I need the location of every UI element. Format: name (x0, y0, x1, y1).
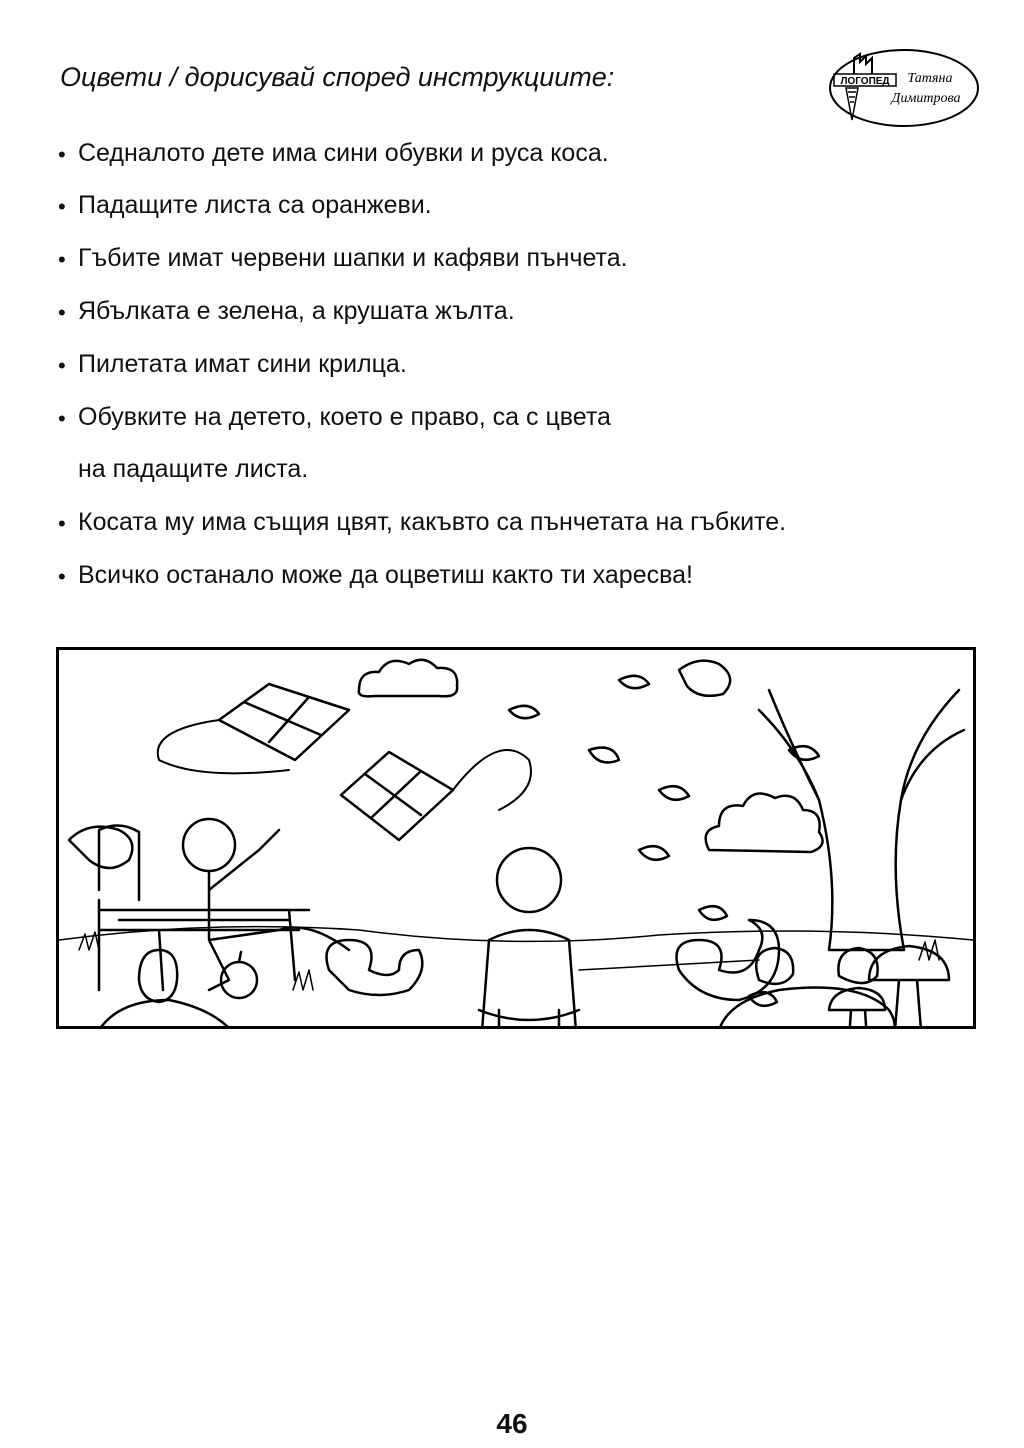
instruction-item (58, 562, 786, 588)
park-scene-illustration (59, 650, 973, 1026)
instruction-text: Седналото дете има сини обувки и руса коса. (78, 139, 609, 167)
bench (99, 900, 309, 990)
instruction-text: Обувките на детето, което е право, са с цвета (78, 403, 611, 431)
instruction-text: Всичко останало може да оцветиш както ти харесва! (78, 561, 693, 589)
cloud-right (706, 794, 823, 853)
page-number: 46 (496, 1408, 528, 1439)
kite-string (579, 960, 759, 970)
cloud-top (359, 660, 457, 697)
logo-graphic (826, 44, 982, 130)
instruction-text: Ябълката е зелена, а крушата жълта. (78, 297, 515, 325)
instruction-text: Гъбите имат червени шапки и кафяви пънчета. (78, 244, 628, 272)
falling-leaf (509, 706, 539, 718)
instruction-item (58, 404, 786, 482)
falling-leaf (699, 906, 727, 920)
grass-tuft (293, 970, 313, 990)
standing-child-body (479, 930, 579, 1026)
coloring-picture (56, 647, 976, 1029)
bench-back (99, 825, 139, 900)
standing-child-head (497, 848, 561, 912)
logo-name-line2: Димитрова (891, 91, 961, 106)
mushroom-right-small (829, 988, 885, 1026)
mushroom-right-large (869, 946, 949, 1026)
instruction-text: Падащите листа са оранжеви. (78, 191, 432, 219)
instruction-list (58, 140, 786, 588)
instruction-item (58, 192, 786, 218)
instruction-continuation: на падащите листа. (78, 455, 309, 483)
sitting-child-head (183, 819, 235, 871)
kite-tail-2 (453, 750, 531, 810)
falling-leaf (619, 676, 649, 688)
logo-box-text: ЛОГОПЕД (840, 76, 890, 87)
kite-small (341, 752, 453, 840)
worksheet-heading: Оцвети / дорисувай според инструкциите: (60, 62, 615, 92)
instruction-item (58, 298, 786, 324)
instruction-item (58, 351, 786, 377)
instruction-text: Пилетата имат сини крилца. (78, 350, 407, 378)
falling-leaf (639, 846, 669, 860)
bird-on-bench (69, 827, 132, 868)
falling-leaf (589, 748, 619, 763)
speech-therapist-logo (826, 44, 982, 130)
logo-name-line1: Татяна (907, 71, 953, 86)
rock (716, 988, 895, 1027)
chick-left (756, 948, 793, 984)
tree-trunk (759, 690, 964, 950)
pear (139, 950, 177, 1002)
grass-tuft (79, 932, 99, 950)
instruction-item (58, 245, 786, 271)
bird-in-tree (679, 661, 730, 696)
instruction-item (58, 140, 786, 166)
falling-leaf (659, 786, 689, 800)
hedgehog (99, 1000, 239, 1026)
instruction-item (58, 509, 786, 535)
squirrel-left (327, 940, 423, 995)
kite-large (219, 684, 349, 760)
apple-stem (239, 952, 241, 962)
instruction-text: Косата му има същия цвят, какъвто са пънчетата на гъбките. (78, 508, 787, 536)
